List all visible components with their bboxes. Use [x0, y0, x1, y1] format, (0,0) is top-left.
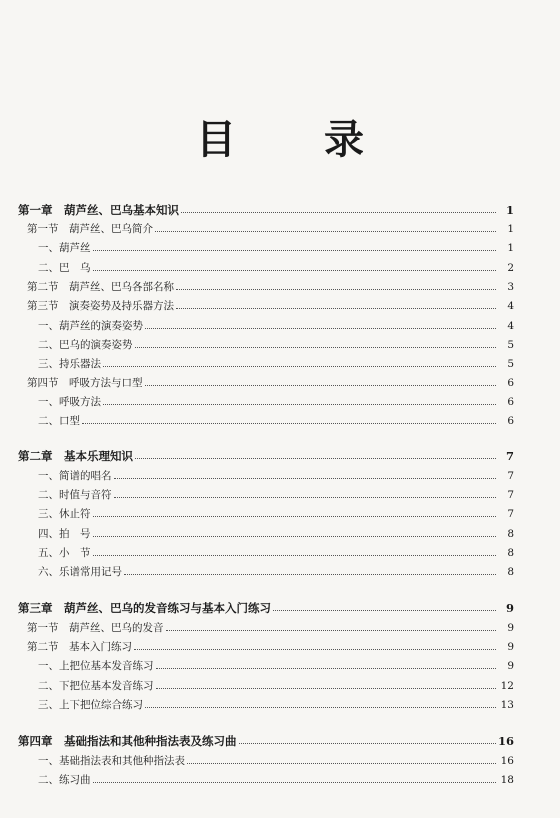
- toc-page-number: 16: [500, 755, 514, 767]
- toc-entry-label: 二、巴乌的演奏姿势: [38, 339, 133, 351]
- toc-subsection-entry[interactable]: [0, 504, 560, 520]
- toc-chapter-entry[interactable]: [0, 446, 560, 462]
- toc-page-number: 1: [507, 242, 514, 254]
- toc-page-number: 7: [507, 508, 514, 520]
- toc-page-number: 18: [500, 774, 514, 786]
- toc-subsection-entry[interactable]: [0, 258, 560, 274]
- toc-entry-label: 第一节 葫芦丝、巴乌的发音: [27, 622, 164, 634]
- toc-entry-label: 一、上把位基本发音练习: [38, 660, 154, 672]
- toc-page-number: 9: [507, 641, 514, 653]
- toc-page-number: 5: [507, 339, 514, 351]
- dot-leader: [134, 648, 496, 650]
- toc-section-entry[interactable]: [0, 277, 560, 293]
- toc-entry-label: 第四章 基础指法和其他种指法表及练习曲: [18, 734, 237, 748]
- dot-leader: [135, 457, 496, 459]
- toc-entry-label: 一、葫芦丝的演奏姿势: [38, 320, 143, 332]
- toc-subsection-entry[interactable]: [0, 411, 560, 427]
- dot-leader: [166, 629, 497, 631]
- toc-page-number: 13: [500, 699, 514, 711]
- toc-page-number: 8: [507, 547, 514, 559]
- toc-page-number: 8: [507, 528, 514, 540]
- toc-page-number: 6: [507, 415, 514, 427]
- toc-subsection-entry[interactable]: [0, 751, 560, 767]
- dot-leader: [103, 365, 496, 367]
- toc-page-number: 7: [507, 470, 514, 482]
- toc-subsection-entry[interactable]: [0, 354, 560, 370]
- dot-leader: [93, 515, 497, 517]
- toc-section-entry[interactable]: [0, 618, 560, 634]
- toc-subsection-entry[interactable]: [0, 695, 560, 711]
- toc-entry-label: 一、简谱的唱名: [38, 470, 112, 482]
- title-char-left: 目: [196, 117, 236, 163]
- toc-chapter-entry[interactable]: [0, 731, 560, 747]
- dot-leader: [124, 573, 496, 575]
- toc-subsection-entry[interactable]: [0, 770, 560, 786]
- toc-entry-label: 二、练习曲: [38, 774, 91, 786]
- toc-page-number: 3: [507, 281, 514, 293]
- toc-subsection-entry[interactable]: [0, 335, 560, 351]
- dot-leader: [176, 288, 496, 290]
- toc-page-number: 9: [507, 622, 514, 634]
- toc-section-entry[interactable]: [0, 373, 560, 389]
- dot-leader: [93, 554, 497, 556]
- dot-leader: [156, 667, 497, 669]
- toc-entry-label: 第二节 葫芦丝、巴乌各部名称: [27, 281, 174, 293]
- toc-subsection-entry[interactable]: [0, 238, 560, 254]
- toc-page-number: 9: [507, 660, 514, 672]
- toc-page-number: 8: [507, 566, 514, 578]
- dot-leader: [176, 307, 496, 309]
- toc-page-number: 12: [500, 680, 514, 692]
- dot-leader: [103, 403, 496, 405]
- dot-leader: [155, 230, 496, 232]
- toc-entry-label: 三、上下把位综合练习: [38, 699, 143, 711]
- toc-entry-label: 第二章 基本乐理知识: [18, 449, 133, 463]
- dot-leader: [273, 609, 496, 611]
- toc-subsection-entry[interactable]: [0, 562, 560, 578]
- toc-page-number: 4: [507, 300, 514, 312]
- toc-entry-label: 一、呼吸方法: [38, 396, 101, 408]
- toc-entry-label: 五、小 节: [38, 547, 91, 559]
- dot-leader: [114, 496, 497, 498]
- toc-page-number: 4: [507, 320, 514, 332]
- toc-page-number: 9: [505, 601, 514, 615]
- title-char-right: 录: [324, 117, 364, 163]
- toc-entry-label: 六、乐谱常用记号: [38, 566, 122, 578]
- toc-page-number: 7: [505, 449, 514, 463]
- toc-entry-label: 二、时值与音符: [38, 489, 112, 501]
- toc-entry-label: 第一节 葫芦丝、巴乌简介: [27, 223, 153, 235]
- toc-entry-label: 一、基础指法表和其他种指法表: [38, 755, 185, 767]
- page-title: [0, 108, 560, 165]
- dot-leader: [145, 384, 497, 386]
- dot-leader: [135, 346, 497, 348]
- toc-page-number: 1: [507, 223, 514, 235]
- toc-page-number: 16: [498, 734, 515, 748]
- toc-subsection-entry[interactable]: [0, 466, 560, 482]
- toc-entry-label: 第三章 葫芦丝、巴乌的发音练习与基本入门练习: [18, 601, 271, 615]
- dot-leader: [181, 211, 496, 213]
- toc-subsection-entry[interactable]: [0, 392, 560, 408]
- toc-page-number: 5: [507, 358, 514, 370]
- toc-subsection-entry[interactable]: [0, 656, 560, 672]
- toc-entry-label: 四、拍 号: [38, 528, 91, 540]
- toc-entry-label: 一、葫芦丝: [38, 242, 91, 254]
- toc-entry-label: 第二节 基本入门练习: [27, 641, 132, 653]
- toc-page-number: 7: [507, 489, 514, 501]
- dot-leader: [187, 762, 496, 764]
- dot-leader: [93, 535, 497, 537]
- dot-leader: [82, 422, 496, 424]
- toc-subsection-entry[interactable]: [0, 524, 560, 540]
- toc-subsection-entry[interactable]: [0, 543, 560, 559]
- toc-page-number: 1: [505, 203, 514, 217]
- dot-leader: [93, 249, 497, 251]
- toc-section-entry[interactable]: [0, 637, 560, 653]
- dot-leader: [145, 706, 496, 708]
- toc-subsection-entry[interactable]: [0, 676, 560, 692]
- toc-subsection-entry[interactable]: [0, 316, 560, 332]
- toc-entry-label: 第三节 演奏姿势及持乐器方法: [27, 300, 174, 312]
- toc-section-entry[interactable]: [0, 296, 560, 312]
- toc-section-entry[interactable]: [0, 219, 560, 235]
- dot-leader: [114, 477, 497, 479]
- toc-entry-label: 第一章 葫芦丝、巴乌基本知识: [18, 203, 179, 217]
- dot-leader: [93, 781, 497, 783]
- toc-page-number: 6: [507, 377, 514, 389]
- toc-page-number: 6: [507, 396, 514, 408]
- dot-leader: [93, 269, 497, 271]
- dot-leader: [239, 742, 497, 744]
- toc-entry-label: 三、休止符: [38, 508, 91, 520]
- toc-chapter-entry[interactable]: [0, 598, 560, 614]
- toc-entry-label: 三、持乐器法: [38, 358, 101, 370]
- toc-subsection-entry[interactable]: [0, 485, 560, 501]
- toc-entry-label: 二、巴 乌: [38, 262, 91, 274]
- dot-leader: [145, 327, 496, 329]
- toc-entry-label: 二、口型: [38, 415, 80, 427]
- toc-entry-label: 二、下把位基本发音练习: [38, 680, 154, 692]
- dot-leader: [156, 687, 497, 689]
- toc-page-number: 2: [507, 262, 514, 274]
- toc-entry-label: 第四节 呼吸方法与口型: [27, 377, 143, 389]
- toc-chapter-entry[interactable]: [0, 200, 560, 216]
